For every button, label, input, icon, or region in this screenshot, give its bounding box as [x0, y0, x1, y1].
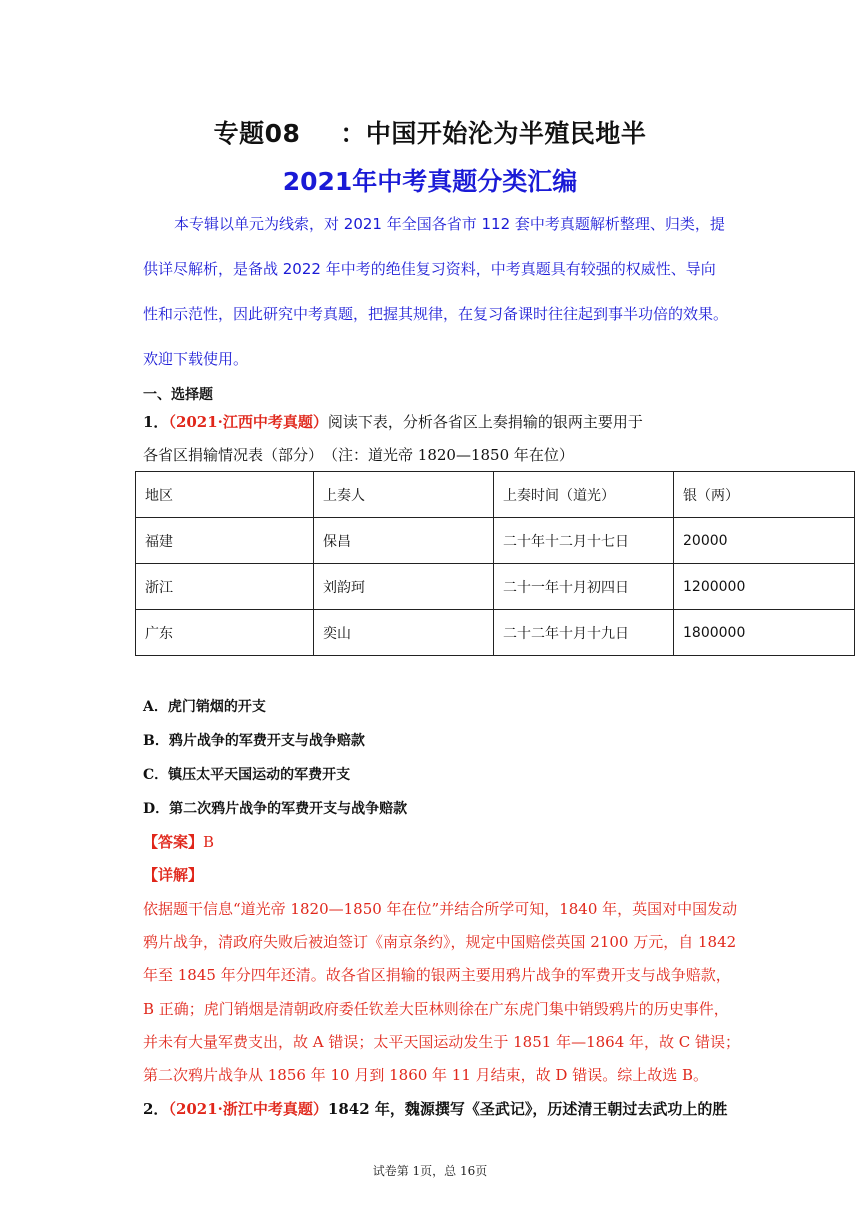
donation-table — [135, 471, 855, 656]
table-cell: 二十一年十月初四日 — [494, 564, 674, 610]
title-prefix: 专题08 — [213, 119, 301, 148]
section-title: 一、选择题 — [143, 387, 213, 403]
table-cell: 浙江 — [136, 564, 314, 610]
table-cell: 二十年十二月十七日 — [494, 518, 674, 564]
detail-line-1: 依据题干信息“道光帝 1820—1850 年在位”并结合所学可知，1840 年，英国对中国发动 — [143, 900, 738, 918]
answer-value: B — [203, 833, 215, 851]
option-a: A．虎门销烟的开支 — [143, 699, 266, 715]
answer-label: 【答案】 — [143, 833, 204, 851]
answer-line — [143, 831, 214, 852]
detail-line-5: 并未有大量军费支出，故 A 错误；太平天国运动发生于 1851 年—1864 年，故 C 错误； — [143, 1033, 741, 1051]
table-cell: 1200000 — [674, 564, 855, 610]
table-row — [136, 610, 855, 656]
intro-line-1: 本专辑以单元为线索，对 2021 年全国各省市 112 套中考真题解析整理、归类，提 — [174, 215, 725, 233]
page-footer: 试卷第 1页，总 16页 — [372, 1164, 488, 1178]
table-cell: 广东 — [136, 610, 314, 656]
table-cell: 刘韵珂 — [314, 564, 494, 610]
intro-line-3: 性和示范性，因此研究中考真题，把握其规律，在复习备课时往往起到事半功倍的效果。 — [143, 305, 729, 323]
question-source: （2021·浙江中考真题） — [168, 1100, 328, 1118]
question-source: （2021·江西中考真题） — [168, 413, 328, 431]
question-2-stem — [143, 1098, 727, 1119]
table-row — [136, 564, 855, 610]
table-cell: 奕山 — [314, 610, 494, 656]
table-header-cell: 银（两） — [674, 472, 855, 518]
option-b: B．鸦片战争的军费开支与战争赔款 — [143, 733, 365, 749]
detail-line-4: B 正确；虎门销烟是清朝政府委任钦差大臣林则徐在广东虎门集中销毁鸦片的历史事件， — [143, 1000, 729, 1018]
question-number: 1． — [143, 413, 169, 431]
intro-line-4: 欢迎下载使用。 — [143, 350, 249, 368]
table-cell: 保昌 — [314, 518, 494, 564]
question-text: 1842 年，魏源撰写《圣武记》，历述清王朝过去武功上的胜 — [327, 1100, 728, 1118]
intro-line-2: 供详尽解析，是备战 2022 年中考的绝佳复习资料，中考真题具有较强的权威性、导向 — [143, 260, 716, 278]
title-main: ：中国开始沦为半殖民地半 — [340, 119, 647, 148]
table-cell: 福建 — [136, 518, 314, 564]
page-subtitle: 2021年中考真题分类汇编 — [282, 167, 578, 196]
table-cell: 1800000 — [674, 610, 855, 656]
table-header-row — [136, 472, 855, 518]
table-header-cell: 上奏人 — [314, 472, 494, 518]
option-d: D．第二次鸦片战争的军费开支与战争赔款 — [143, 801, 408, 817]
table-caption: 各省区捐输情况表（部分） （注：道光帝 1820—1850 年在位） — [143, 446, 574, 464]
page-title — [0, 114, 860, 150]
detail-line-2: 鸦片战争，清政府失败后被迫签订《南京条约》，规定中国赔偿英国 2100 万元，自 1842 — [143, 933, 737, 951]
table-cell: 20000 — [674, 518, 855, 564]
detail-line-3: 年至 1845 年分四年还清。故各省区捐输的银两主要用鸦片战争的军费开支与战争赔款， — [143, 966, 731, 984]
option-c: C．镇压太平天国运动的军费开支 — [143, 767, 351, 783]
detail-line-6: 第二次鸦片战争从 1856 年 10 月到 1860 年 11 月结束，故 D 错误。综上故选 B。 — [143, 1066, 709, 1084]
question-text: 阅读下表，分析各省区上奏捐输的银两主要用于 — [327, 413, 643, 431]
table-header-cell: 上奏时间（道光） — [494, 472, 674, 518]
question-1-stem — [143, 411, 643, 432]
table-header-cell: 地区 — [136, 472, 314, 518]
question-number: 2． — [143, 1100, 169, 1118]
table-row — [136, 518, 855, 564]
table-cell: 二十二年十月十九日 — [494, 610, 674, 656]
detail-label: 【详解】 — [143, 866, 204, 884]
